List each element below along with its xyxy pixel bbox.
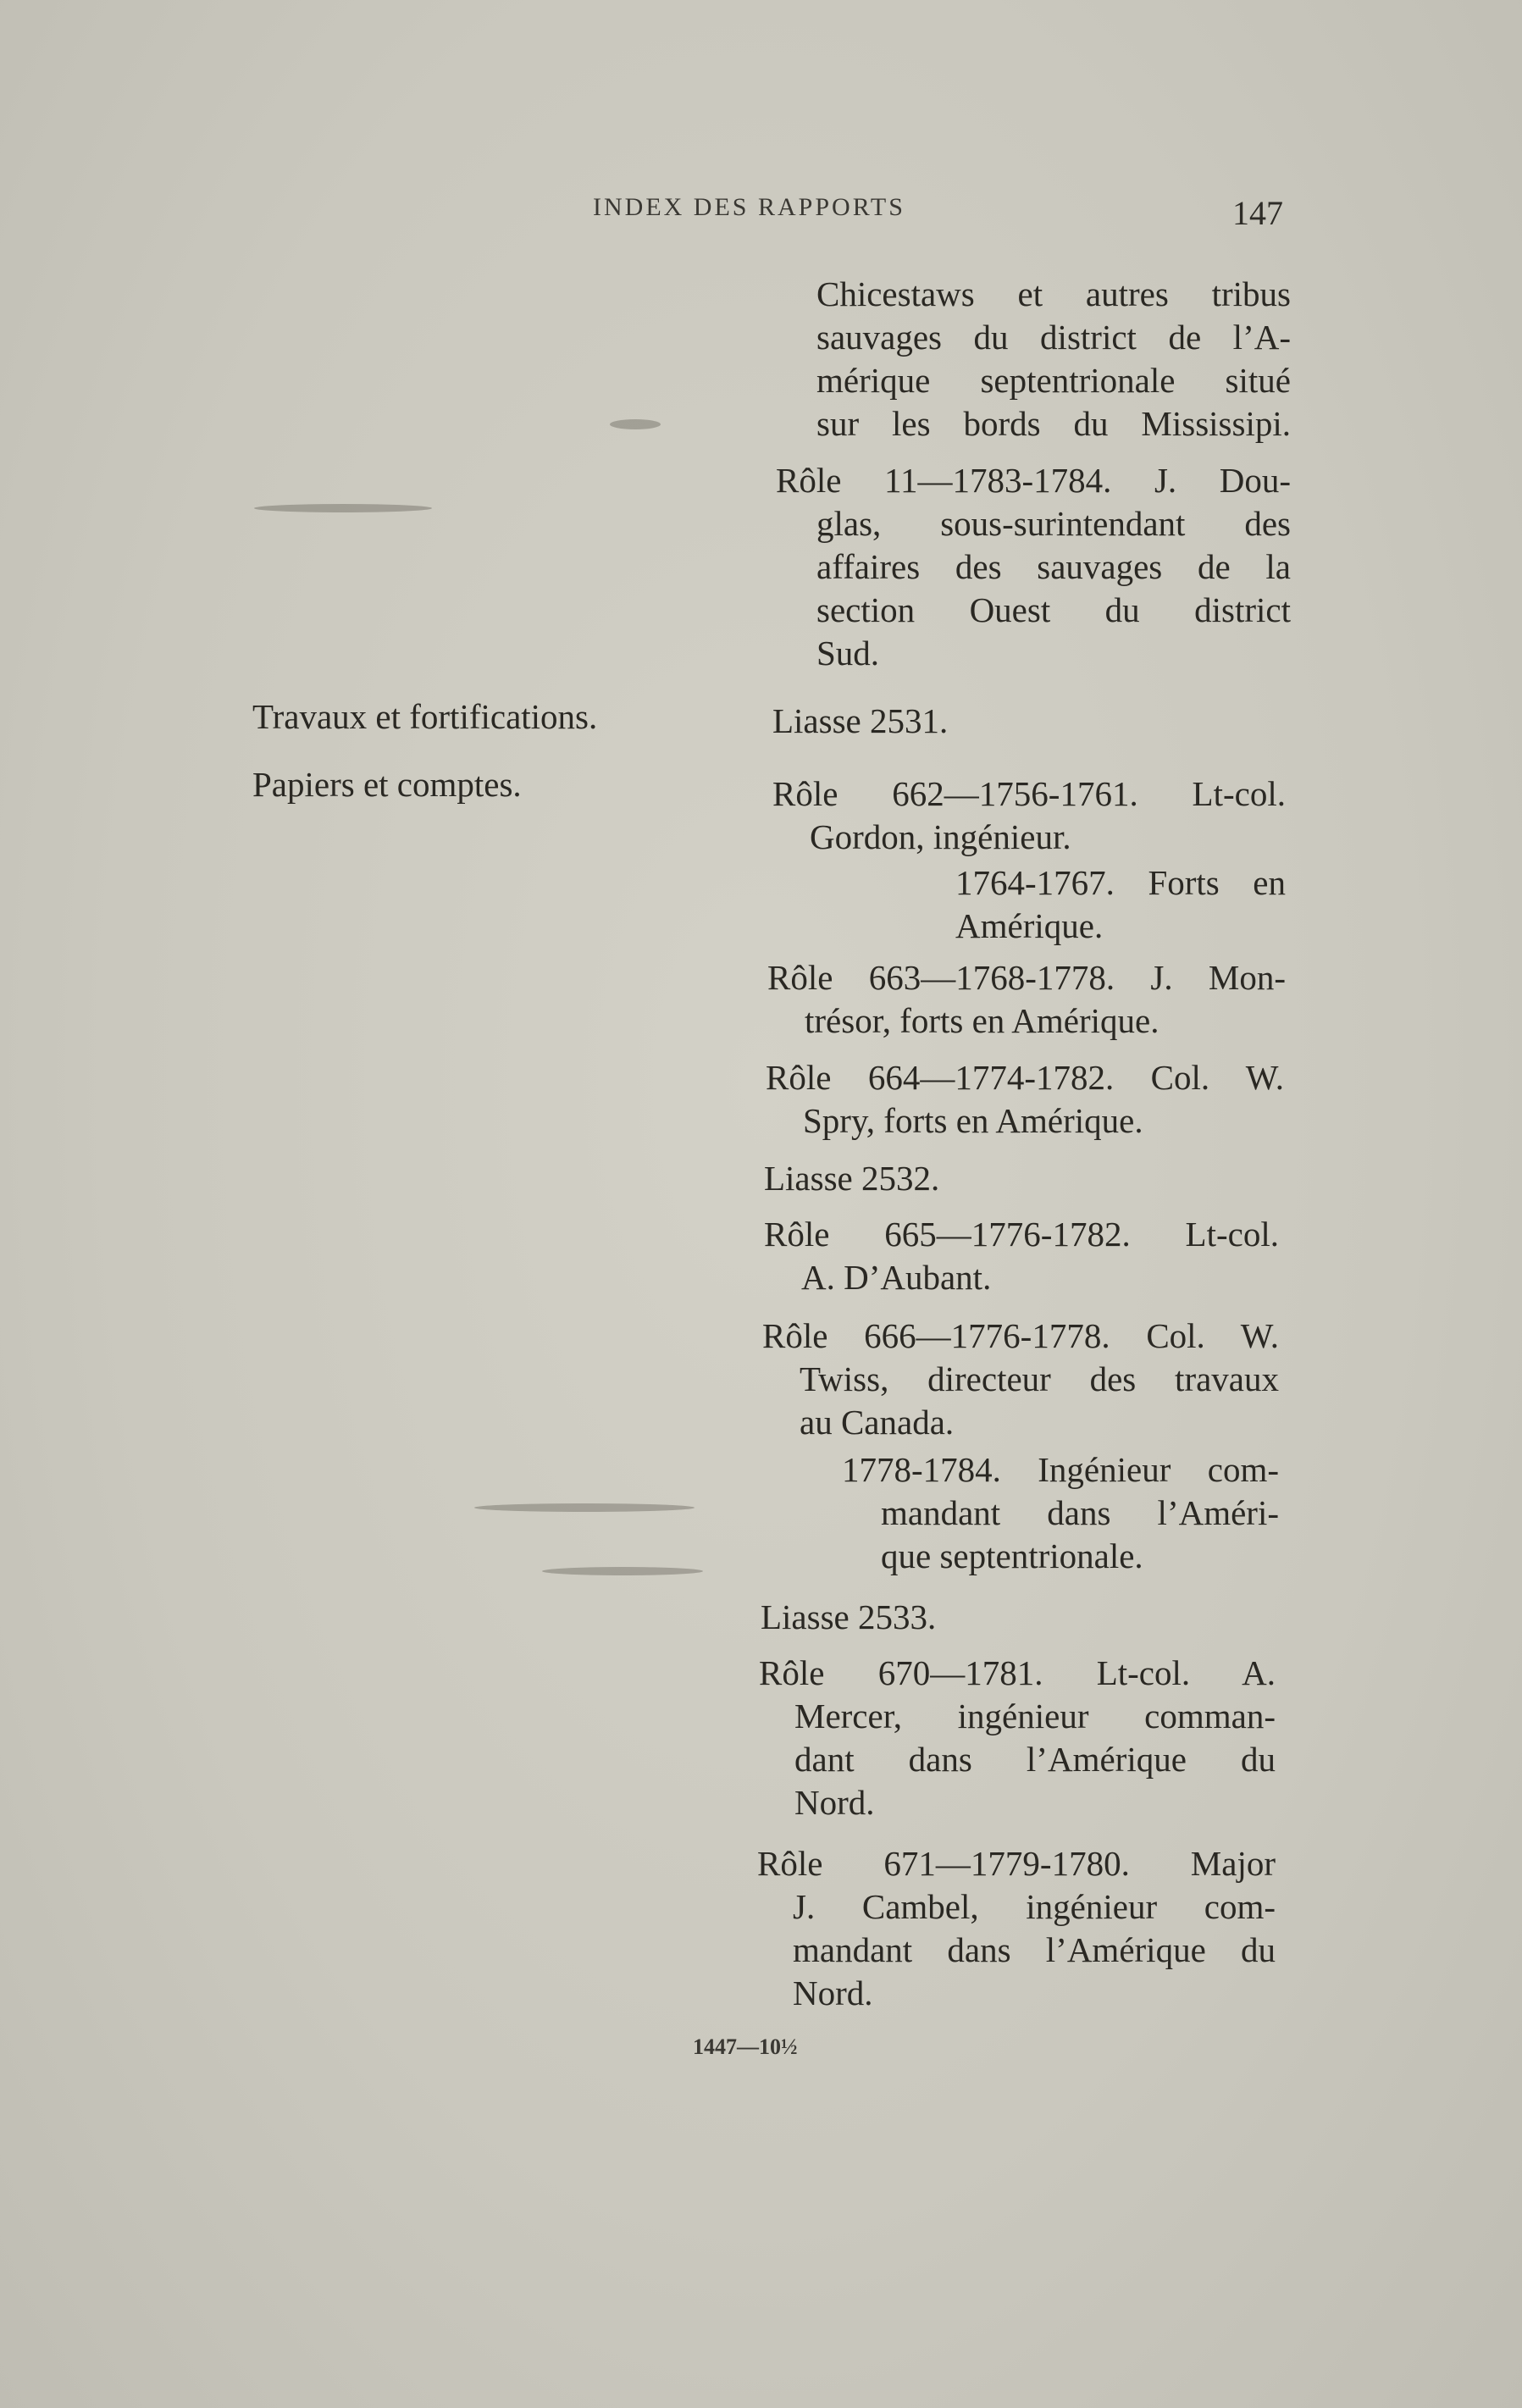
entry-line: sur les bords du Mississipi. [816,404,1291,443]
entry-line: Rôle 671—1779-1780. Major [757,1844,1276,1883]
ink-smudge [474,1503,695,1512]
running-header: INDEX DES RAPPORTS [593,193,905,221]
entry-role-670 [759,1652,1276,1824]
entry-role-666 [762,1315,1279,1444]
entry-line: sauvages du district de l’A- [816,318,1291,357]
entry-line: Spry, forts en Amérique. [803,1101,1143,1140]
entry-line: Sud. [816,634,880,673]
entry-role-671 [757,1842,1276,2015]
entry-line: Rôle 663—1768-1778. J. Mon- [767,958,1286,997]
entry-line: que septentrionale. [881,1536,1143,1575]
entry-line: Amérique. [955,906,1104,945]
entry-line: Gordon, ingénieur. [810,817,1071,856]
entry-line: Nord. [794,1783,875,1822]
entry-line: J. Cambel, ingénieur com- [793,1887,1276,1926]
entry-role-665 [764,1213,1279,1299]
entry-role-662-continued [955,861,1286,948]
ink-smudge [542,1567,703,1575]
entry-line: Rôle 665—1776-1782. Lt-col. [764,1215,1279,1254]
entry-line: Rôle 11—1783-1784. J. Dou- [776,461,1291,500]
entry-line: mandant dans l’Améri- [881,1493,1279,1532]
entry-line: Chicestaws et autres tribus [816,274,1291,313]
entry-liasse-2533 [761,1596,936,1639]
entry-line: Rôle 662—1756-1761. Lt-col. [772,774,1286,813]
entry-role-11 [776,459,1291,675]
entry-line: Twiss, directeur des travaux [800,1359,1279,1398]
entry-liasse-2531 [772,700,948,743]
entry-line: dant dans l’Amérique du [794,1740,1276,1779]
entry-role-662 [772,772,1286,859]
entry-line: au Canada. [800,1403,955,1442]
entry-line: A. D’Aubant. [801,1258,992,1297]
page-number: 147 [1232,194,1283,232]
label-travaux-fortifications: Travaux et fortifications. [252,697,598,736]
entry-line: Liasse 2531. [772,701,949,740]
entry-role-663 [767,956,1286,1043]
entry-role-666-continued [842,1448,1279,1578]
entry-role-664 [766,1056,1284,1143]
entry-chicestaws [816,273,1291,446]
entry-line: Rôle 666—1776-1778. Col. W. [762,1316,1279,1355]
entry-line: Liasse 2533. [761,1597,937,1636]
entry-line: Rôle 664—1774-1782. Col. W. [766,1058,1284,1097]
entry-line: trésor, forts en Amérique. [805,1001,1159,1040]
entry-line: 1778-1784. Ingénieur com- [842,1450,1279,1489]
printer-signature: 1447—10½ [693,2034,798,2059]
entry-line: Liasse 2532. [764,1159,940,1198]
entry-line: Rôle 670—1781. Lt-col. A. [759,1653,1276,1692]
entry-line: mandant dans l’Amérique du [793,1930,1276,1969]
entry-line: mérique septentrionale situé [816,361,1291,400]
label-papiers-comptes: Papiers et comptes. [252,765,522,804]
entry-line: section Ouest du district [816,590,1291,629]
entry-line: glas, sous-surintendant des [816,504,1291,543]
entry-line: Mercer, ingénieur comman- [794,1697,1276,1735]
entry-line: affaires des sauvages de la [816,547,1291,586]
entry-liasse-2532 [764,1157,939,1200]
entry-line: 1764-1767. Forts en [955,863,1286,902]
entry-line: Nord. [793,1973,873,2012]
ink-smudge [254,504,432,512]
ink-smudge [610,419,661,429]
